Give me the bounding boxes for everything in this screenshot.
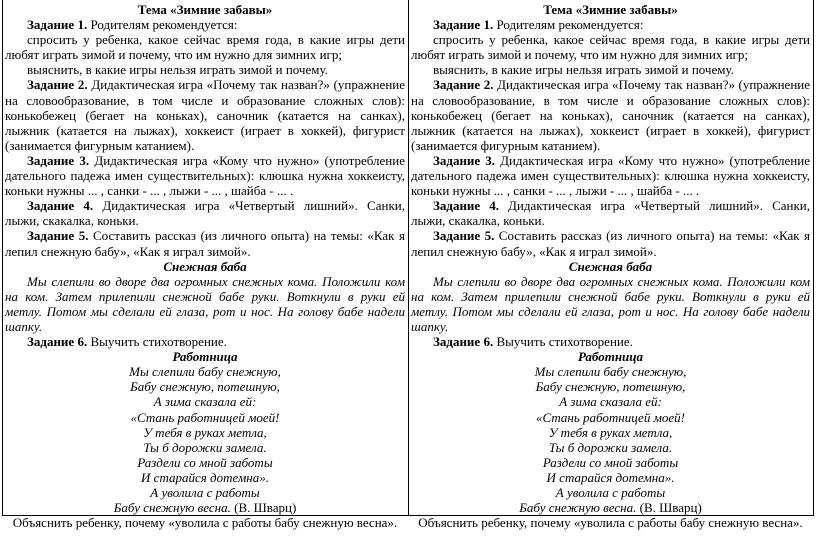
task-2: [411, 77, 810, 152]
task-4-label: Задание 4.: [433, 198, 499, 214]
poem-line: Раздели со мной заботы: [542, 454, 679, 470]
poem-line: Раздели со мной заботы: [137, 454, 273, 470]
poem-line: И старайся дотемна».: [546, 469, 675, 485]
poem-title: Работница: [577, 349, 644, 365]
task-4-text: Дидактическая игра «Четвертый лишний». Санки, лыжи, скакалка, коньки.: [5, 198, 405, 229]
final-instruction: Объяснить ребенку, почему «уволила с работы бабу снежную весна».: [418, 515, 803, 531]
task-6-label: Задание 6.: [27, 334, 88, 350]
poem-line: Ты б дорожки замела.: [143, 439, 267, 455]
poem-line: И старайся дотемна».: [141, 469, 269, 485]
task-1-label: Задание 1.: [27, 17, 88, 33]
table-border-right: [813, 0, 814, 515]
poem-last-line: [5, 500, 405, 515]
task-3-text: Дидактическая игра «Кому что нужно» (употребление дательного падежа имен существительных): клюшка нужна хоккеисту, коньки нужны ... , санки - ... , лыжи - ... , шайба - ... .: [5, 152, 405, 199]
story-text: Мы слепили во дворе два огромных снежных кома. Положили ком на ком. Затем прилепили снежной бабе руки. Воткнули в руки ей метлу. Потом мы сделали ей глаза, рот и нос. На голову бабе надели шапку.: [411, 273, 810, 334]
task-5-label: Задание 5.: [27, 228, 89, 244]
task-1-item-a: спросить у ребенка, какое сейчас время года, в какие игры дети любят играть зимой и почему, что им нужно для зимних игр;: [411, 32, 810, 63]
task-1-text: Родителям рекомендуется:: [87, 17, 238, 33]
left-column: [5, 2, 405, 530]
poem-line: А зима сказала ей:: [559, 394, 662, 410]
poem-line: У тебя в руках метла,: [548, 424, 673, 440]
task-5: [5, 228, 405, 258]
poem-line: «Стань работницей моей!: [130, 409, 280, 425]
task-1: [411, 17, 810, 32]
task-1: [5, 17, 405, 32]
final-instruction: Объяснить ребенку, почему «уволила с работы бабу снежную весна».: [12, 515, 398, 531]
task-4: [5, 198, 405, 228]
task-3: [411, 153, 810, 198]
right-column: [411, 2, 810, 530]
task-1-item-b: выяснить, в какие игры нельзя играть зимой и почему.: [433, 62, 734, 78]
task-4: [411, 198, 810, 228]
task-5-label: Задание 5.: [433, 228, 495, 244]
poem-line: Ты б дорожки замела.: [548, 439, 673, 455]
task-6: [5, 334, 405, 349]
poem-line: Бабу снежную, потешную,: [535, 379, 686, 395]
task-6: [411, 334, 810, 349]
story-title: Снежная баба: [163, 258, 247, 274]
poem-line: А уволила с работы: [150, 485, 260, 500]
task-1-text: Родителям рекомендуется:: [493, 17, 644, 33]
task-3-label: Задание 3.: [27, 152, 90, 168]
poem-line: А уволила с работы: [555, 485, 666, 500]
task-2-label: Задание 2.: [433, 77, 494, 93]
task-5-text: Составить рассказ (из личного опыта) на темы: «Как я лепил снежную бабу», «Как я играл зимой».: [5, 228, 405, 259]
task-1-item-b: выяснить, в какие игры нельзя играть зимой и почему.: [27, 62, 328, 78]
task-2-text: Дидактическая игра «Почему так назван?» (упражнение на словообразование, в том числе и образование сложных слов): конькобежец (бегает на коньках), саночник (катается на санках), лыжник (катается на лыжах), хоккеист (играет в хоккей), фигурист (занимается фигурным катанием).: [411, 77, 810, 153]
task-3: [5, 153, 405, 198]
topic-title: Тема «Зимние забавы»: [543, 2, 678, 17]
task-1-item-a: спросить у ребенка, какое сейчас время года, в какие игры дети любят играть зимой и почему, что им нужно для зимних игр;: [5, 32, 405, 63]
task-3-text: Дидактическая игра «Кому что нужно» (употребление дательного падежа имен существительных): клюшка нужна хоккеисту, коньки нужны ... , санки - ... , лыжи - ... , шайба - ... .: [411, 152, 810, 199]
task-1-label: Задание 1.: [433, 17, 494, 33]
task-3-label: Задание 3.: [433, 152, 496, 168]
table-border-left: [2, 0, 3, 515]
story-text: Мы слепили во дворе два огромных снежных кома. Положили ком на ком. Затем прилепили снежной бабе руки. Воткнули в руки ей метлу. Потом мы сделали ей глаза, рот и нос. На голову бабе надели шапку.: [5, 273, 405, 334]
poem-line: Мы слепили бабу снежную,: [534, 364, 687, 380]
poem-author: (В. Шварц): [636, 500, 702, 516]
task-6-text: Выучить стихотворение.: [493, 334, 633, 350]
task-5: [411, 228, 810, 258]
task-2-label: Задание 2.: [27, 77, 88, 93]
task-5-text: Составить рассказ (из личного опыта) на темы: «Как я лепил снежную бабу», «Как я играл зимой».: [411, 228, 810, 259]
poem-line: Бабу снежную, потешную,: [130, 379, 280, 395]
poem-line: «Стань работницей моей!: [536, 409, 685, 425]
poem-line: Бабу снежную весна.: [113, 500, 231, 516]
poem-line: Бабу снежную весна.: [519, 500, 637, 516]
task-6-text: Выучить стихотворение.: [87, 334, 227, 350]
table-column-divider: [408, 0, 409, 515]
poem-line: У тебя в руках метла,: [143, 424, 267, 440]
topic-title: Тема «Зимние забавы»: [137, 2, 273, 17]
poem-line: Мы слепили бабу снежную,: [129, 364, 281, 380]
task-4-label: Задание 4.: [27, 198, 94, 214]
poem-title: Работница: [172, 349, 238, 365]
task-4-text: Дидактическая игра «Четвертый лишний». Санки, лыжи, скакалка, коньки.: [411, 198, 810, 229]
poem-author: (В. Шварц): [230, 500, 297, 516]
poem-last-line: [411, 500, 810, 515]
task-2-text: Дидактическая игра «Почему так назван?» (упражнение на словообразование, в том числе и образование сложных слов): конькобежец (бегает на коньках), саночник (катается на санках), лыжник (катается на лыжах), хоккеист (играет в хоккей), фигурист (занимается фигурным катанием).: [5, 77, 405, 153]
task-6-label: Задание 6.: [433, 334, 494, 350]
story-title: Снежная баба: [568, 258, 653, 274]
task-2: [5, 77, 405, 152]
poem-line: А зима сказала ей:: [153, 394, 257, 410]
